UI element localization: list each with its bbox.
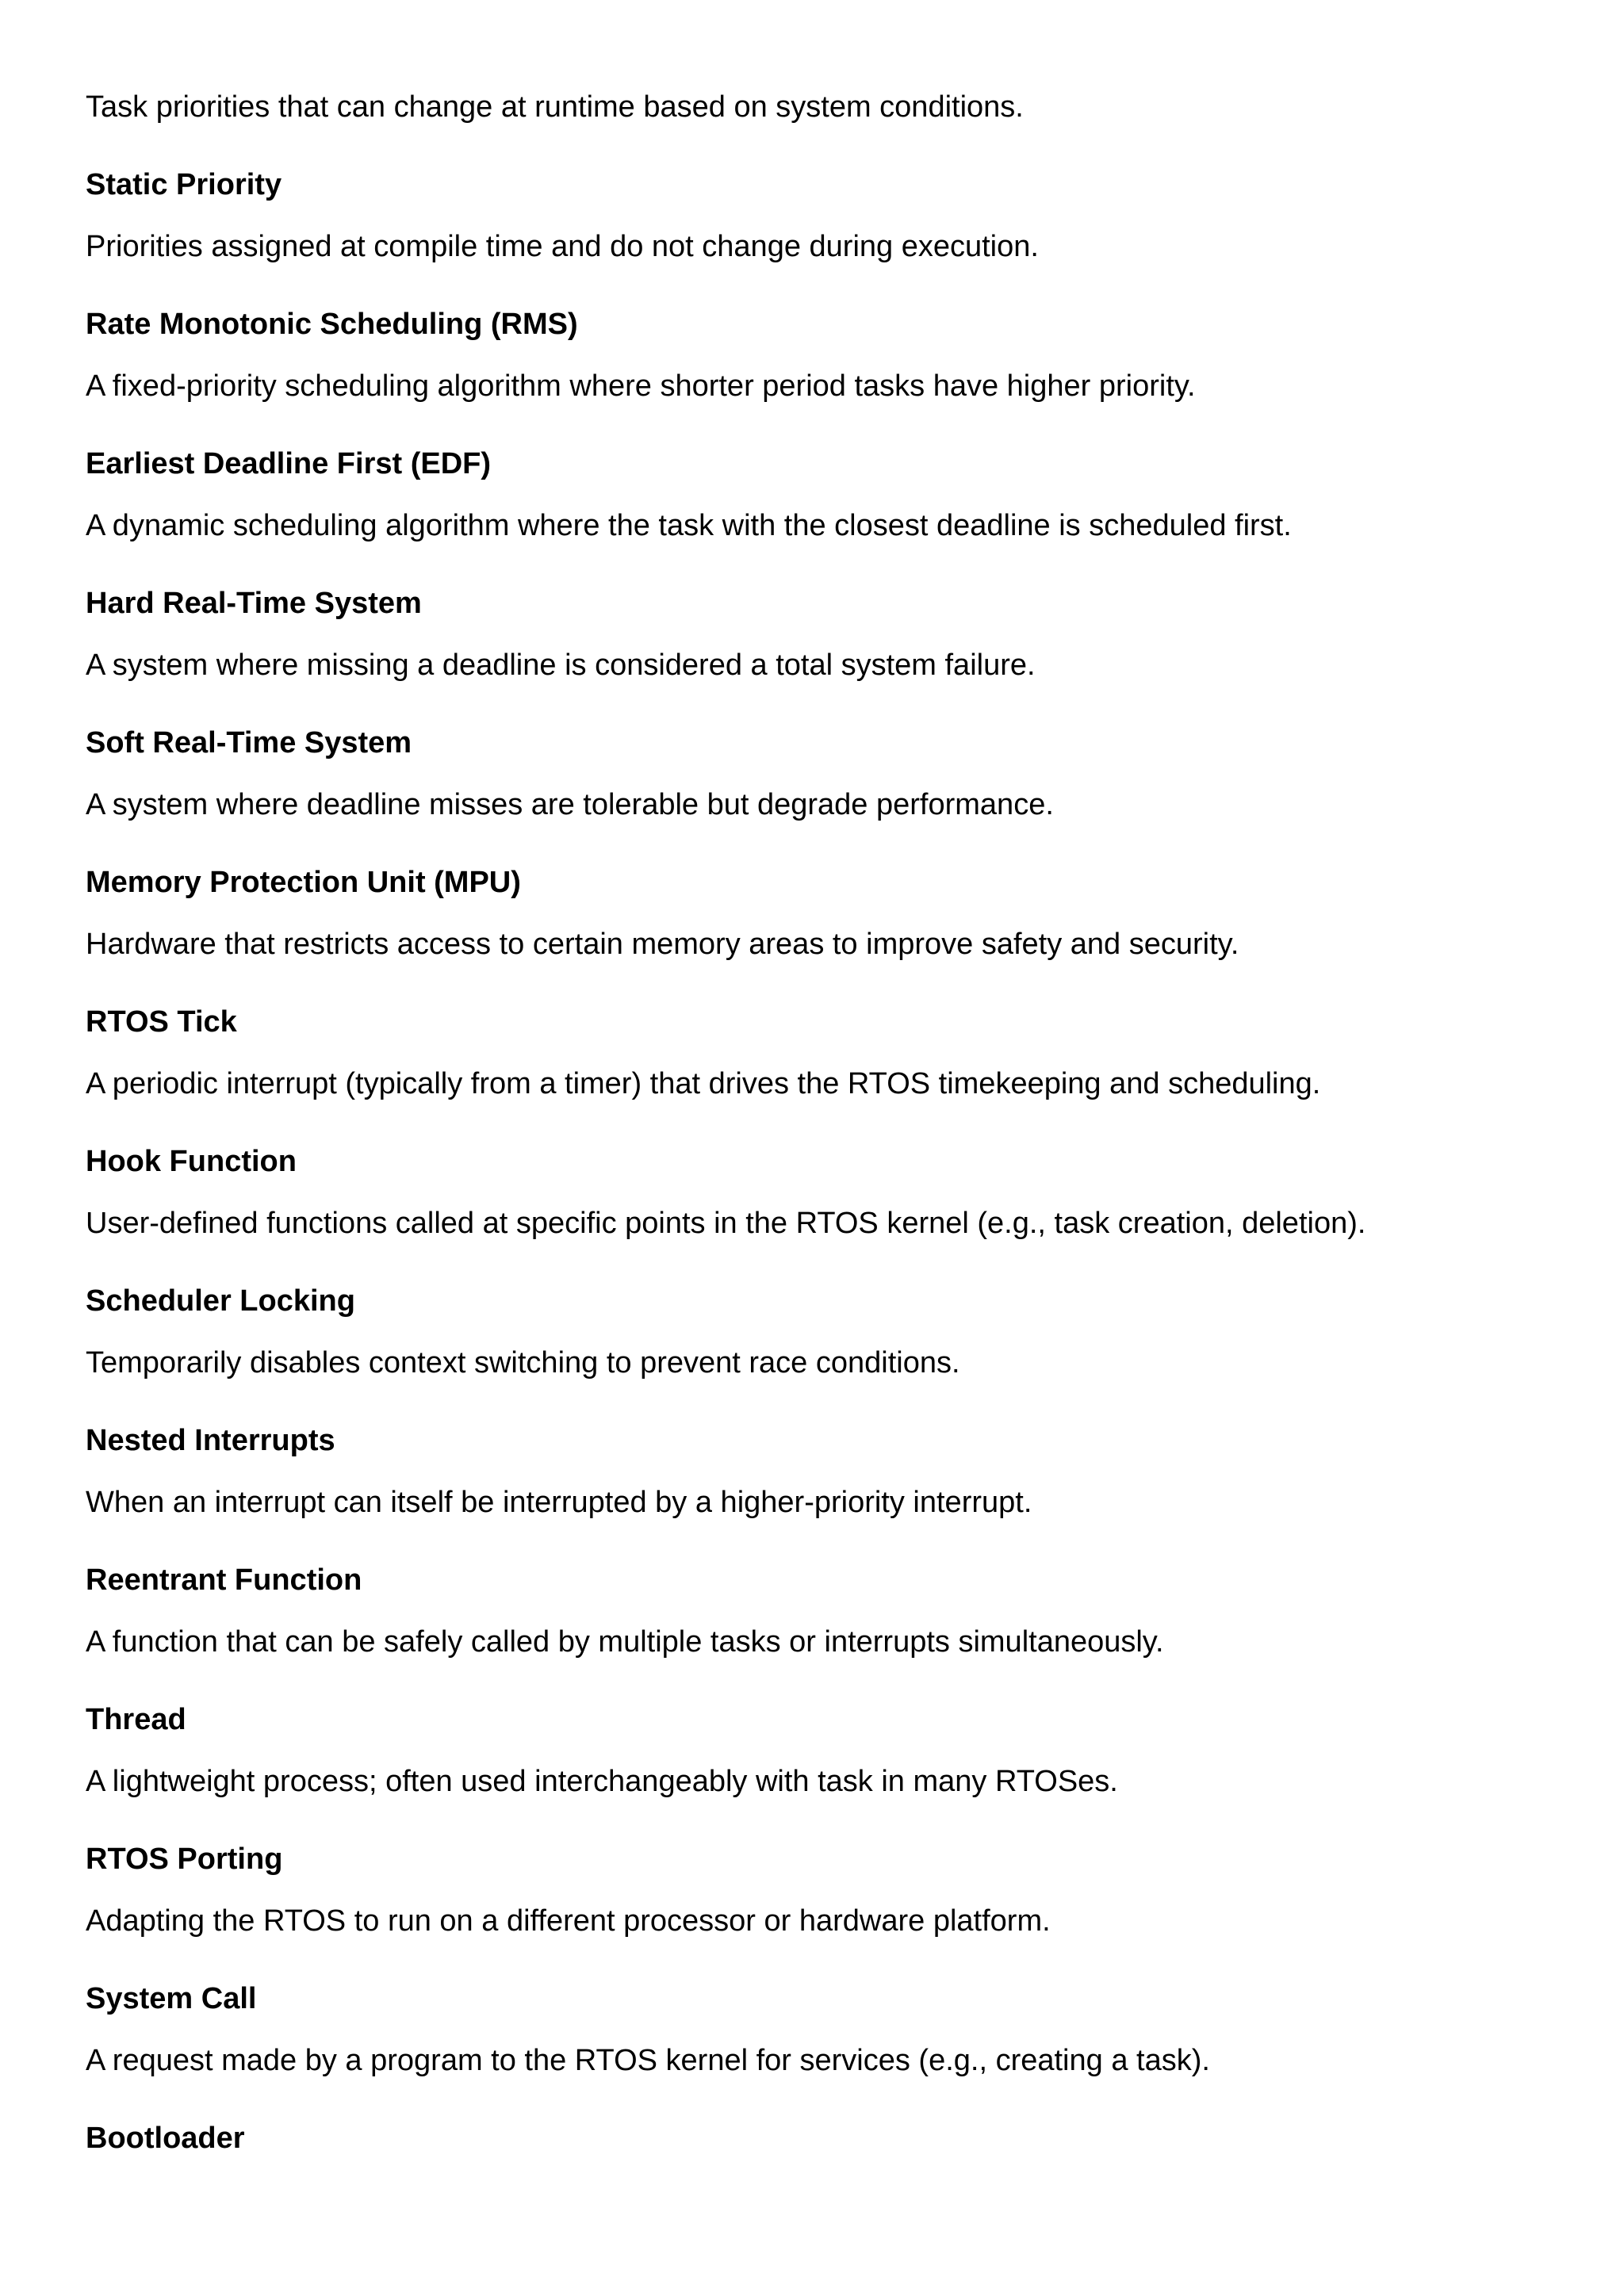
term-definition: Hardware that restricts access to certain memory areas to improve safety and security. xyxy=(86,928,1239,961)
glossary-entry-bootloader xyxy=(86,2120,1561,2156)
glossary-entry-rtos-tick xyxy=(86,1004,1561,1100)
term-definition: Temporarily disables context switching to prevent race conditions. xyxy=(86,1346,960,1380)
glossary-entry-rms xyxy=(86,306,1561,403)
term-heading: Hook Function xyxy=(86,1145,297,1178)
glossary-entry-rtos-porting xyxy=(86,1841,1561,1938)
glossary-entry-scheduler-locking xyxy=(86,1283,1561,1380)
glossary-entry-mpu xyxy=(86,864,1561,961)
term-definition: Priorities assigned at compile time and do not change during execution. xyxy=(86,230,1039,263)
term-definition: User-defined functions called at specific points in the RTOS kernel (e.g., task creation, deletion). xyxy=(86,1207,1366,1240)
term-heading: Soft Real-Time System xyxy=(86,726,412,760)
intro-definition: Task priorities that can change at runtime based on system conditions. xyxy=(86,90,1024,124)
glossary-entry-nested-interrupts xyxy=(86,1422,1561,1519)
term-heading: Memory Protection Unit (MPU) xyxy=(86,866,521,899)
term-definition: A dynamic scheduling algorithm where the task with the closest deadline is scheduled first. xyxy=(86,509,1292,542)
term-heading: RTOS Porting xyxy=(86,1843,283,1876)
term-heading: Nested Interrupts xyxy=(86,1424,335,1457)
term-heading: Bootloader xyxy=(86,2122,245,2155)
glossary-entry-hook-function xyxy=(86,1143,1561,1240)
glossary-entry-thread xyxy=(86,1701,1561,1798)
term-heading: Earliest Deadline First (EDF) xyxy=(86,447,492,480)
term-heading: RTOS Tick xyxy=(86,1005,237,1039)
glossary-entry-soft-real-time xyxy=(86,725,1561,821)
term-heading: Hard Real-Time System xyxy=(86,587,422,620)
term-heading: System Call xyxy=(86,1982,257,2015)
glossary-entry-edf xyxy=(86,446,1561,542)
term-definition: When an interrupt can itself be interrupted by a higher-priority interrupt. xyxy=(86,1486,1032,1519)
glossary-entry-static-priority xyxy=(86,166,1561,263)
term-definition: A lightweight process; often used interchangeably with task in many RTOSes. xyxy=(86,1765,1118,1798)
term-heading: Rate Monotonic Scheduling (RMS) xyxy=(86,308,578,341)
term-heading: Thread xyxy=(86,1703,186,1736)
term-definition: Adapting the RTOS to run on a different processor or hardware platform. xyxy=(86,1904,1051,1938)
term-heading: Scheduler Locking xyxy=(86,1284,355,1318)
term-heading: Static Priority xyxy=(86,168,282,201)
term-heading: Reentrant Function xyxy=(86,1563,362,1597)
glossary-entry-hard-real-time xyxy=(86,585,1561,682)
term-definition: A system where deadline misses are tolerable but degrade performance. xyxy=(86,788,1054,821)
term-definition: A fixed-priority scheduling algorithm where shorter period tasks have higher priority. xyxy=(86,369,1196,403)
term-definition: A function that can be safely called by multiple tasks or interrupts simultaneously. xyxy=(86,1625,1164,1659)
term-definition: A periodic interrupt (typically from a timer) that drives the RTOS timekeeping and scheduling. xyxy=(86,1067,1321,1100)
glossary-entry-system-call xyxy=(86,1980,1561,2077)
term-definition: A system where missing a deadline is considered a total system failure. xyxy=(86,649,1036,682)
glossary-entry-reentrant-function xyxy=(86,1562,1561,1659)
term-definition: A request made by a program to the RTOS kernel for services (e.g., creating a task). xyxy=(86,2044,1210,2077)
